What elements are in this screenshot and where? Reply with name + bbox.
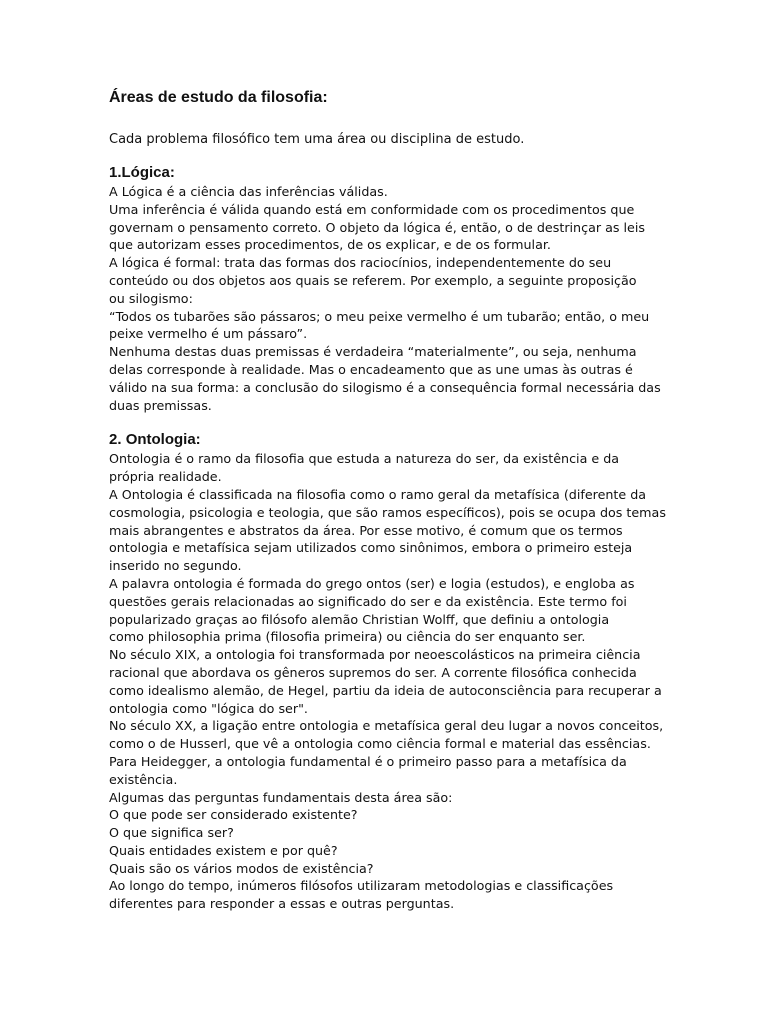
text-line: ontologia como "lógica do ser". — [109, 700, 308, 716]
text-line: “Todos os tubarões são pássaros; o meu peixe vermelho é um tubarão; então, o meu — [109, 308, 650, 324]
text-line: válido na sua forma: a conclusão do silogismo é a consequência formal necessária das — [109, 379, 661, 395]
text-line: Ao longo do tempo, inúmeros filósofos utilizaram metodologias e classificações — [109, 878, 614, 894]
text-line: popularizado graças ao filósofo alemão Christian Wolff, que definiu a ontologia — [109, 611, 610, 627]
section-title: Ontologia: — [125, 431, 201, 449]
text-line: inserido no segundo. — [109, 558, 242, 574]
text-line: A palavra ontologia é formada do grego ontos (ser) e logia (estudos), e engloba as — [109, 575, 635, 591]
text-line: No século XIX, a ontologia foi transformada por neoescolásticos na primeira ciência — [109, 647, 641, 663]
text-line: peixe vermelho é um pássaro”. — [109, 326, 308, 342]
text-line: A Ontologia é classificada na filosofia como o ramo geral da metafísica (diferente da — [109, 486, 647, 502]
text-line: como philosophia prima (filosofia primeira) ou ciência do ser enquanto ser. — [109, 629, 586, 645]
text-line: que autorizam esses procedimentos, de os explicar, e de os formular. — [109, 237, 551, 253]
text-line: Algumas das perguntas fundamentais desta área são: — [109, 789, 453, 805]
text-line: Uma inferência é válida quando está em conformidade com os procedimentos que — [109, 201, 635, 217]
text-line: No século XX, a ligação entre ontologia e metafísica geral deu lugar a novos conceitos, — [109, 718, 664, 734]
text-line: A lógica é formal: trata das formas dos raciocínios, independentemente do seu — [109, 255, 612, 271]
text-line: como o de Husserl, que vê a ontologia como ciência formal e material das essências. — [109, 736, 651, 752]
text-line: cosmologia, psicologia e teologia, que são ramos específicos), pois se ocupa dos temas — [109, 504, 666, 520]
text-line: A Lógica é a ciência das inferências válidas. — [109, 184, 388, 199]
text-line: Para Heidegger, a ontologia fundamental é o primeiro passo para a metafísica da — [109, 753, 627, 769]
text-line: própria realidade. — [109, 469, 222, 485]
section-title: Lógica: — [121, 164, 175, 181]
text-line: Nenhuma destas duas premissas é verdadeira “materialmente”, ou seja, nenhuma — [109, 344, 637, 360]
section-heading-logica — [109, 163, 669, 183]
section-number: 2. — [109, 431, 122, 449]
document-title: Áreas de estudo da filosofia: — [109, 89, 328, 106]
text-line: conteúdo ou dos objetos aos quais se referem. Por exemplo, a seguinte proposição — [109, 272, 637, 288]
text-line: questões gerais relacionadas ao significado do ser e da existência. Este termo foi — [109, 593, 627, 609]
text-line: ou silogismo: — [109, 290, 193, 306]
intro-paragraph: Cada problema filosófico tem uma área ou disciplina de estudo. — [109, 132, 525, 147]
section-ontologia — [109, 430, 669, 913]
section-heading-ontologia — [109, 430, 669, 450]
text-line: Quais são os vários modos de existência? — [109, 860, 374, 876]
text-line: ontologia e metafísica sejam utilizados como sinônimos, embora o primeiro esteja — [109, 540, 633, 556]
text-line: Ontologia é o ramo da filosofia que estuda a natureza do ser, da existência e da — [109, 451, 620, 467]
text-line: governam o pensamento correto. O objeto da lógica é, então, o de destrinçar as leis — [109, 219, 645, 235]
section-number: 1. — [109, 164, 122, 181]
text-line: diferentes para responder a essas e outras perguntas. — [109, 896, 455, 912]
section-logica — [109, 163, 669, 414]
section-body-ontologia — [109, 450, 669, 913]
text-line: mais abrangentes e abstratos da área. Por esse motivo, é comum que os termos — [109, 522, 623, 538]
text-line: existência. — [109, 771, 178, 787]
text-line: delas corresponde à realidade. Mas o encadeamento que as une umas às outras é — [109, 361, 633, 377]
text-line: duas premissas. — [109, 397, 212, 413]
text-line: Quais entidades existem e por quê? — [109, 842, 338, 858]
text-line: O que significa ser? — [109, 825, 234, 841]
document-content — [109, 86, 669, 929]
text-line: como idealismo alemão, de Hegel, partiu da ideia de autoconsciência para recuperar a — [109, 682, 662, 698]
text-line: O que pode ser considerado existente? — [109, 807, 358, 823]
section-body-logica — [109, 183, 669, 414]
text-line: racional que abordava os gêneros supremos do ser. A corrente filosófica conhecida — [109, 664, 637, 680]
